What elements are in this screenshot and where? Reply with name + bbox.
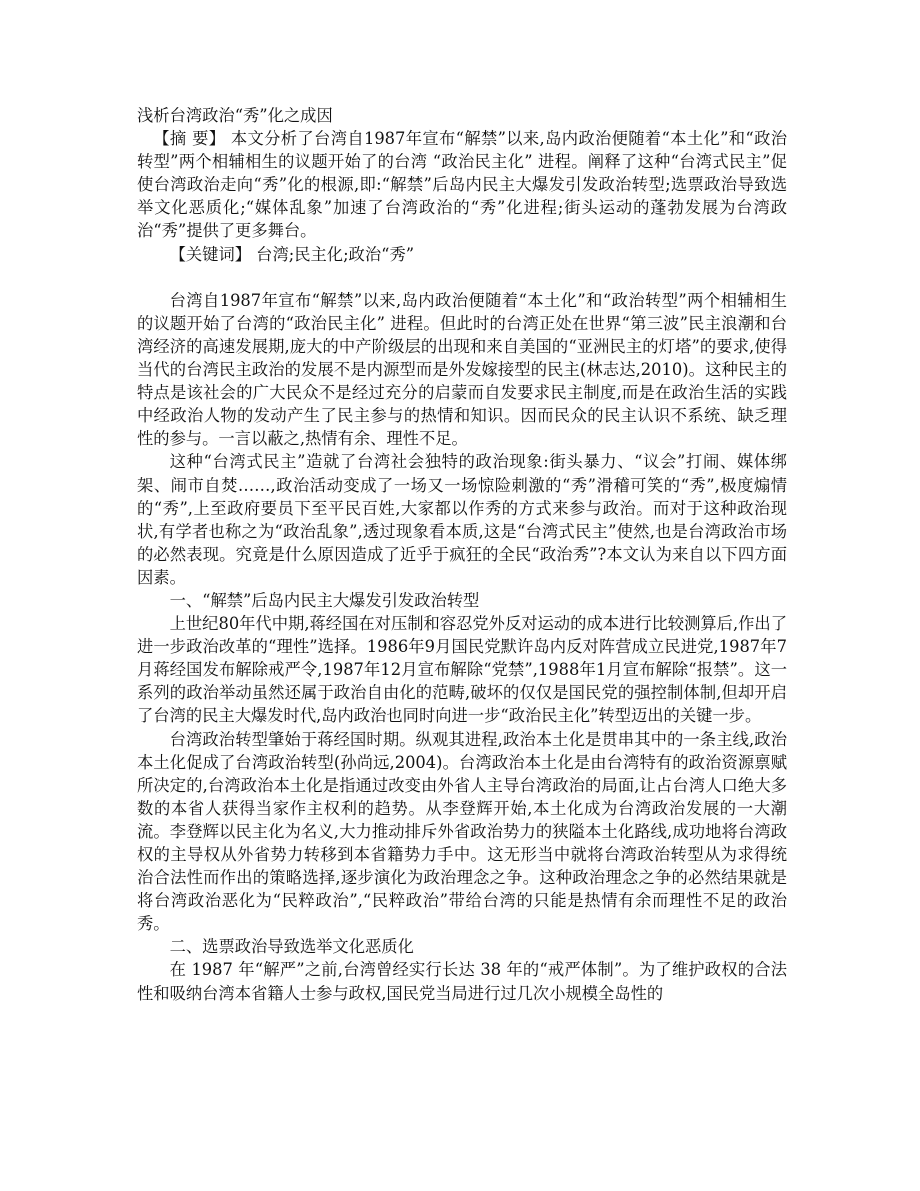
- body-paragraph: 台湾政治转型肇始于蒋经国时期。纵观其进程,政治本土化是贯串其中的一条主线,政治本土化促成了台湾政治转型(孙尚远,2004)。台湾政治本土化是由台湾特有的政治资源禀赋所决定的,台湾政治本土化是指通过改变由外省人主导台湾政治的局面,让占台湾人口绝大多数的本省人获得当家作主权利的趋势。从李登辉开始,本土化成为台湾政治发展的一大潮流。李登辉以民主化为名义,大力推动排斥外省政治势力的狭隘本土化路线,成功地将台湾政权的主导权从外省势力转移到本省籍势力手中。这无形当中就将台湾政治转型从为求得统治合法性而作出的策略选择,逐步演化为政治理念之争。这种政治理念之争的必然结果就是将台湾政治恶化为“民粹政治”,“民粹政治”带给台湾的只能是热情有余而理性不足的政治秀。: [137, 729, 787, 934]
- body-paragraph: 台湾自1987年宣布“解禁”以来,岛内政治便随着“本土化”和“政治转型”两个相辅相生的议题开始了台湾的“政治民主化” 进程。但此时的台湾正处在世界“第三波”民主浪潮和台湾经济的高速发展期,庞大的中产阶级层的出现和来自美国的“亚洲民主的灯塔”的要求,使得当代的台湾民主政治的发展不是内源型而是外发嫁接型的民主(林志达,2010)。这种民主的特点是该社会的广大民众不是经过充分的启蒙而自发要求民主制度,而是在政治生活的实践中经政治人物的发动产生了民主参与的热情和知识。因而民众的民主认识不系统、缺乏理性的参与。一言以蔽之,热情有余、理性不足。: [137, 290, 787, 449]
- document-page: [137, 104, 787, 1005]
- body-paragraph: 上世纪80年代中期,蒋经国在对压制和容忍党外反对运动的成本进行比较测算后,作出了进一步政治改革的“理性”选择。1986年9月国民党默许岛内反对阵营成立民进党,1987年7月蒋经国发布解除戒严令,1987年12月宣布解除“党禁”,1988年1月宣布解除“报禁”。这一系列的政治举动虽然还属于政治自由化的范畴,破坏的仅仅是国民党的强控制体制,但却开启了台湾的民主大爆发时代,岛内政治也同时向进一步“政治民主化”转型迈出的关键一步。: [137, 614, 787, 726]
- section-heading: 一、“解禁”后岛内民主大爆发引发政治转型: [169, 590, 480, 610]
- blank-line: [137, 266, 787, 289]
- body-paragraph: 在 1987 年“解严”之前,台湾曾经实行长达 38 年的“戒严体制”。为了维护政权的合法性和吸纳台湾本省籍人士参与政权,国民党当局进行过几次小规模全岛性的: [137, 960, 787, 1003]
- keywords-line: 【关键词】 台湾;民主化;政治“秀”: [169, 244, 415, 264]
- document-title: 浅析台湾政治“秀”化之成因: [137, 106, 333, 125]
- body-paragraph: 这种“台湾式民主”造就了台湾社会独特的政治现象:街头暴力、“议会”打闹、媒体绑架、闹市自焚……,政治活动变成了一场又一场惊险刺激的“秀”滑稽可笑的“秀”,极度煽情的“秀”,上至政府要员下至平民百姓,大家都以作秀的方式来参与政治。而对于这种政治现状,有学者也称之为“政治乱象”,透过现象看本质,这是“台湾式民主”使然,也是台湾政治市场的必然表现。究竟是什么原因造成了近乎于疯狂的全民“政治秀”?本文认为来自以下四方面因素。: [137, 452, 787, 587]
- section-heading: 二、选票政治导致选举文化恶质化: [169, 937, 414, 957]
- abstract-paragraph: 【摘 要】 本文分析了台湾自1987年宣布“解禁”以来,岛内政治便随着“本土化”和“政治转型”两个相辅相生的议题开始了的台湾 “政治民主化” 进程。阐释了这种“台湾式民主”促使台湾政治走向“秀”化的根源,即:“解禁”后岛内民主大爆发引发政治转型;选票政治导致选举文化恶质化;“媒体乱象”加速了台湾政治的“秀”化进程;街头运动的蓬勃发展为台湾政治“秀”提供了更多舞台。: [137, 129, 787, 241]
